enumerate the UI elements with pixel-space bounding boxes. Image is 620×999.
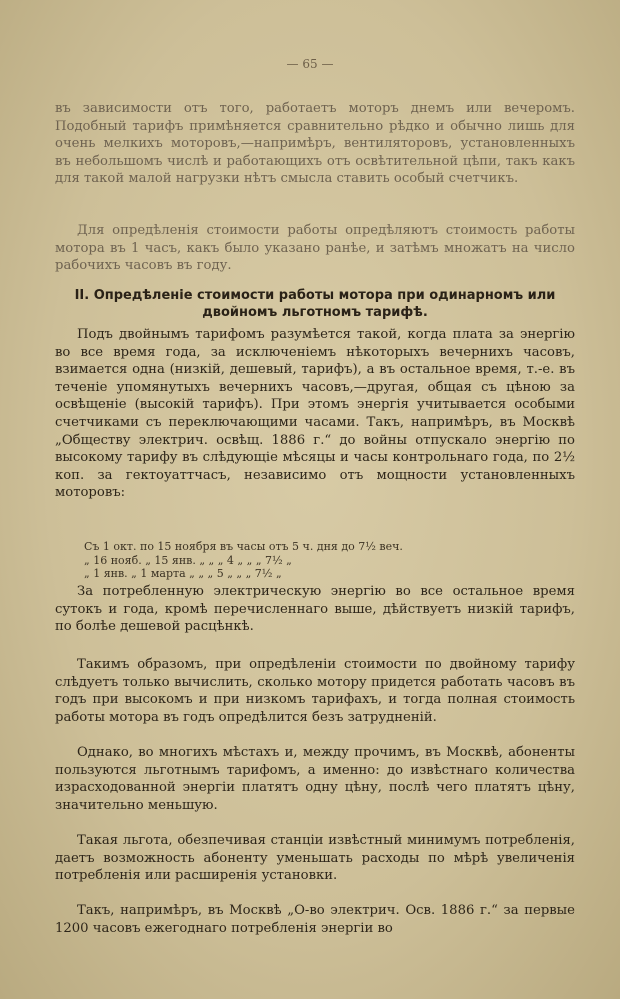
moscow-paragraph	[55, 744, 575, 814]
schedule-row: „ 16 нояб. „ 15 янв. „ „ „ 4 „ „ „ 7½ „	[84, 553, 292, 567]
page-number: — 65 —	[286, 57, 334, 71]
section-heading-line-2: двойномъ льготномъ тарифѣ.	[202, 305, 428, 320]
benefit-paragraph	[55, 832, 575, 885]
schedule-row: „ 1 янв. „ 1 марта „ „ „ 5 „ „ „ 7½ „	[84, 567, 282, 580]
section-heading	[55, 287, 575, 321]
benefit-paragraph-text: Такая льгота, обезпечивая станціи извѣстный минимумъ потребленія, даетъ возможность абоненту уменьшать расходы по мѣрѣ увеличенія потребленія или расширенія установки.	[55, 833, 575, 884]
low-tariff-paragraph-text: За потребленную электрическую энергію во все остальное время сутокъ и года, кромѣ перечисленнаго выше, дѣйствуетъ низкій тарифъ, по болѣе дешевой расцѣнкѣ.	[55, 584, 575, 635]
double-tariff-paragraph	[55, 326, 575, 502]
double-tariff-paragraph-text: Подъ двойнымъ тарифомъ разумѣется такой, когда плата за энергію во все время года, за исключеніемъ нѣкоторыхъ вечернихъ часовъ, взимается одна (низкій, дешевый, тарифъ), а въ остальное время, т.-е. въ теченіе упомянутыхъ вечернихъ часовъ,—другая, общая съ цѣною за освѣщеніе (высокій тарифъ). При этомъ энергія учитывается особыми счетчиками съ переключающими часами. Такъ, напримѣръ, въ Москвѣ „Обществу электрич. освѣщ. 1886 г.“ до войны отпускало энергію по высокому тарифу въ слѣдующіе мѣсяцы и часы контрольнаго года, по 2½ коп. за гектоуаттчасъ, независимо отъ мощности установленныхъ моторовъ:	[55, 327, 575, 501]
moscow-paragraph-text: Однако, во многихъ мѣстахъ и, между прочимъ, въ Москвѣ, абоненты пользуются льготнымъ тарифомъ, а именно: до извѣстнаго количества израсходованной энергіи платятъ одну цѣну, послѣ чего платятъ цѣну, значительно меньшую.	[55, 745, 575, 813]
calculation-paragraph	[55, 656, 575, 726]
final-paragraph	[55, 902, 575, 937]
low-tariff-paragraph	[55, 583, 575, 636]
cost-paragraph-text: Для опредѣленія стоимости работы опредѣляютъ стоимость работы мотора въ 1 часъ, какъ было указано ранѣе, и затѣмъ множатъ на число рабочихъ часовъ въ году.	[55, 223, 575, 274]
intro-paragraph	[55, 100, 575, 188]
cost-paragraph	[55, 222, 575, 275]
schedule-row: Съ 1 окт. по 15 ноября въ часы отъ 5 ч. дня до 7½ веч.	[84, 540, 403, 553]
section-heading-line-1: II. Опредѣленіе стоимости работы мотора при одинарномъ или	[74, 288, 556, 303]
final-paragraph-text: Такъ, напримѣръ, въ Москвѣ „О-во электрич. Осв. 1886 г.“ за первые 1200 часовъ ежегоднаго потребленія энергіи во	[55, 903, 575, 936]
intro-paragraph-text: въ зависимости отъ того, работаетъ моторъ днемъ или вечеромъ. Подобный тарифъ примѣняется сравнительно рѣдко и обычно лишь для очень мелкихъ моторовъ,—напримѣръ, вентиляторовъ, установленныхъ въ небольшомъ числѣ и работающихъ отъ освѣтительной цѣпи, такъ какъ для такой малой нагрузки нѣтъ смысла ставить особый счетчикъ.	[55, 101, 575, 187]
calculation-paragraph-text: Такимъ образомъ, при опредѣленіи стоимости по двойному тарифу слѣдуетъ только вычислить, сколько мотору придется работать часовъ въ годъ при высокомъ и при низкомъ тарифахъ, и тогда полная стоимость работы мотора въ годъ опредѣлится безъ затрудненій.	[55, 657, 575, 725]
tariff-schedule	[84, 540, 504, 581]
